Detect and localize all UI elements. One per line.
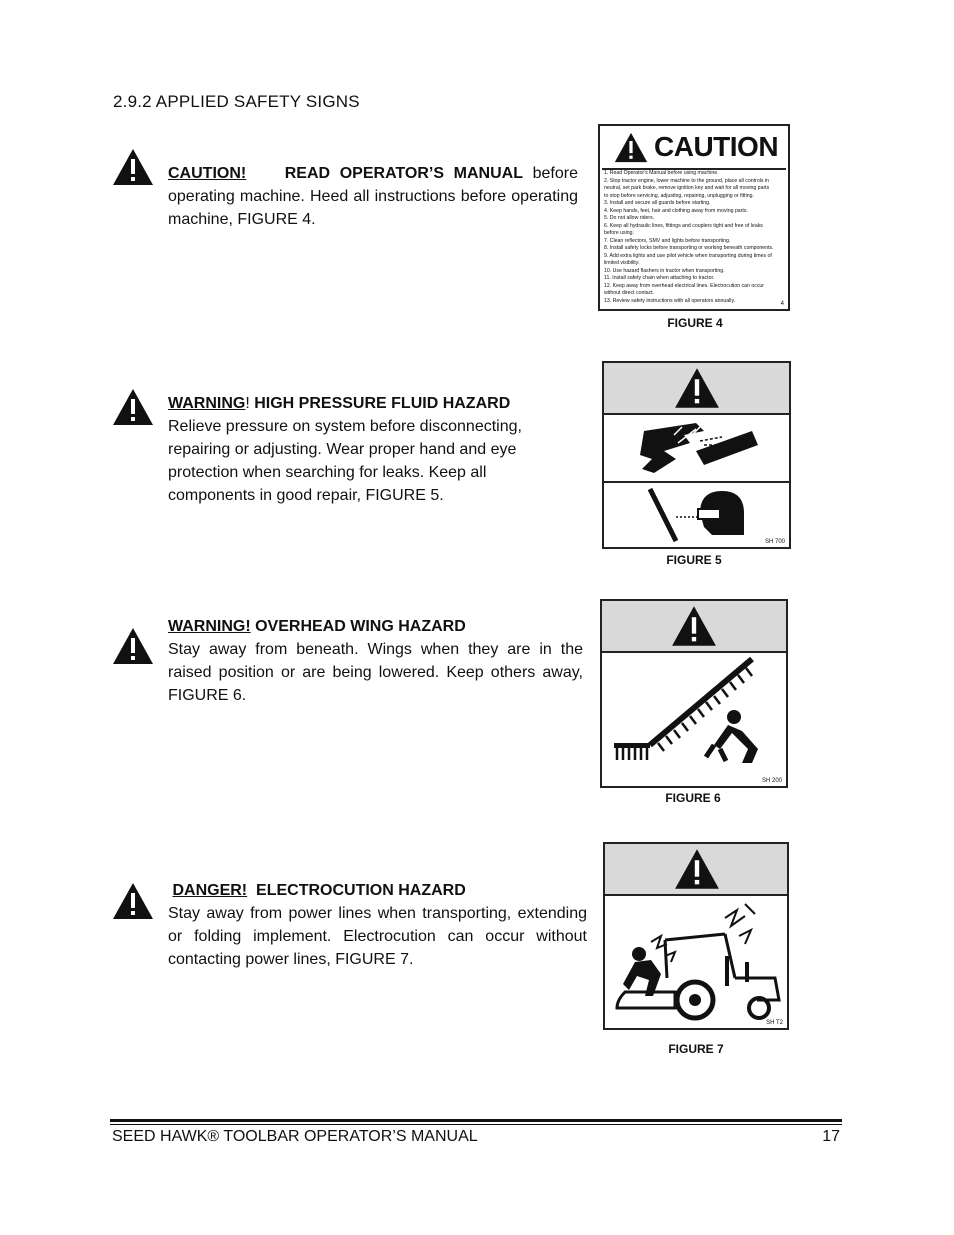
overhead-wing-icon <box>602 653 786 785</box>
caution-sign-line: neutral, set park brake, remove ignition key and wait for all moving parts <box>604 185 770 191</box>
caution-text: before operating machine. Heed all instructions before operating machine, FIGURE 4. <box>168 165 578 228</box>
caution-sign-number: 4 <box>780 301 784 307</box>
warning-triangle-icon <box>112 148 154 186</box>
caution-sign-figure <box>598 124 790 311</box>
warning-triangle-icon <box>112 882 154 920</box>
sign-code: SH 200 <box>761 778 782 784</box>
hand-fluid-injection-icon <box>604 415 789 481</box>
caution-sign-list <box>604 170 784 305</box>
caution-sign-line: 12. Keep away from overhead electrical lines. Electrocution can occur <box>604 282 765 289</box>
warning-triangle-icon <box>614 132 648 163</box>
wing-hazard-label: WARNING! <box>168 618 251 635</box>
figure-caption: FIGURE 6 <box>665 791 721 805</box>
fluid-hazard-label: WARNING <box>168 395 246 412</box>
footer-rule <box>110 1119 842 1122</box>
caution-sign-line: 9. Add extra lights and use pilot vehicle when transporting during times of <box>604 252 772 259</box>
caution-sign-line: 4. Keep hands, feet, hair and clothing away from moving parts. <box>604 207 748 214</box>
caution-sign-line: to stop before servicing, adjusting, repairing, unplugging or fitting. <box>604 192 754 199</box>
fluid-hazard-title: HIGH PRESSURE FLUID HAZARD <box>254 395 511 412</box>
figure-caption: FIGURE 7 <box>668 1042 724 1056</box>
electrocution-text: Stay away from power lines when transporting, extending or folding implement. Electrocution can occur without contacting power lines, FIGURE 7. <box>168 905 587 968</box>
caution-sign-line: 3. Install and secure all guards before starting. <box>604 200 711 206</box>
electrocution-sign-figure <box>603 842 789 1030</box>
caution-sign-line: limited visibility. <box>604 260 640 266</box>
wing-hazard-text: Stay away from beneath. Wings when they are in the raised position or are being lowered. Keep others away, FIGURE 6. <box>168 641 583 704</box>
eye-protection-icon <box>604 483 789 547</box>
wing-hazard-title: OVERHEAD WING HAZARD <box>255 618 466 635</box>
section-heading: 2.9.2 APPLIED SAFETY SIGNS <box>113 92 360 111</box>
caution-sign-line: 11. Install safety chain when attaching to tractor. <box>604 275 715 281</box>
page-number: 17 <box>822 1128 840 1145</box>
caution-sign-line: 8. Install safety locks before transporting or working beneath components. <box>604 245 774 251</box>
caution-sign-line: 6. Keep all hydraulic lines, fittings and couplers tight and free of leaks <box>604 222 763 229</box>
caution-sign-line: before using. <box>604 230 634 236</box>
electrocution-label: DANGER! <box>172 882 248 899</box>
electrocution-paragraph <box>168 879 587 971</box>
caution-sign-line: 7. Clean reflectors, SMV and lights before transporting. <box>604 237 731 244</box>
wing-hazard-paragraph <box>168 615 583 707</box>
figure-caption: FIGURE 4 <box>667 316 723 330</box>
figure-caption: FIGURE 5 <box>666 553 722 567</box>
caution-paragraph <box>168 162 578 231</box>
fluid-hazard-paragraph <box>168 392 568 507</box>
caution-sign-line: 13. Review safety instructions with all operators annually. <box>604 297 736 304</box>
fluid-hazard-label-sep: ! <box>245 395 250 412</box>
wing-hazard-sign-figure <box>600 599 788 788</box>
caution-sign-title: CAUTION <box>654 131 779 162</box>
sign-code: SH 700 <box>764 539 785 545</box>
warning-triangle-icon <box>674 367 720 409</box>
caution-sign-line: 5. Do not allow riders. <box>604 215 655 221</box>
warning-triangle-icon <box>112 388 154 426</box>
footer-rule <box>110 1124 842 1125</box>
warning-triangle-icon <box>674 848 720 890</box>
sign-code: SH T2 <box>766 1020 783 1026</box>
electrocution-tractor-icon <box>605 896 787 1028</box>
warning-triangle-icon <box>112 627 154 665</box>
fluid-hazard-sign-figure <box>602 361 791 549</box>
caution-sign-line: without direct contact. <box>604 290 655 296</box>
caution-label: CAUTION! <box>168 165 247 182</box>
caution-sign-line: 10. Use hazard flashers in tractor when transporting. <box>604 267 725 274</box>
electrocution-title: ELECTROCUTION HAZARD <box>256 882 466 899</box>
caution-title: READ OPERATOR’S MANUAL <box>284 165 523 182</box>
warning-triangle-icon <box>671 605 717 647</box>
footer-title: SEED HAWK® TOOLBAR OPERATOR’S MANUAL <box>112 1128 478 1145</box>
caution-sign-line: 2. Stop tractor engine, lower machine to the ground, place all controls in <box>604 177 769 184</box>
caution-sign-line: 1. Read Operator's Manual before using machine. <box>604 170 719 176</box>
fluid-hazard-text: Relieve pressure on system before disconnecting, repairing or adjusting. Wear proper hand and eye protection when searching for leaks. Keep all components in good repair, FIGURE 5. <box>168 418 522 504</box>
caution-sign-header <box>602 128 786 170</box>
